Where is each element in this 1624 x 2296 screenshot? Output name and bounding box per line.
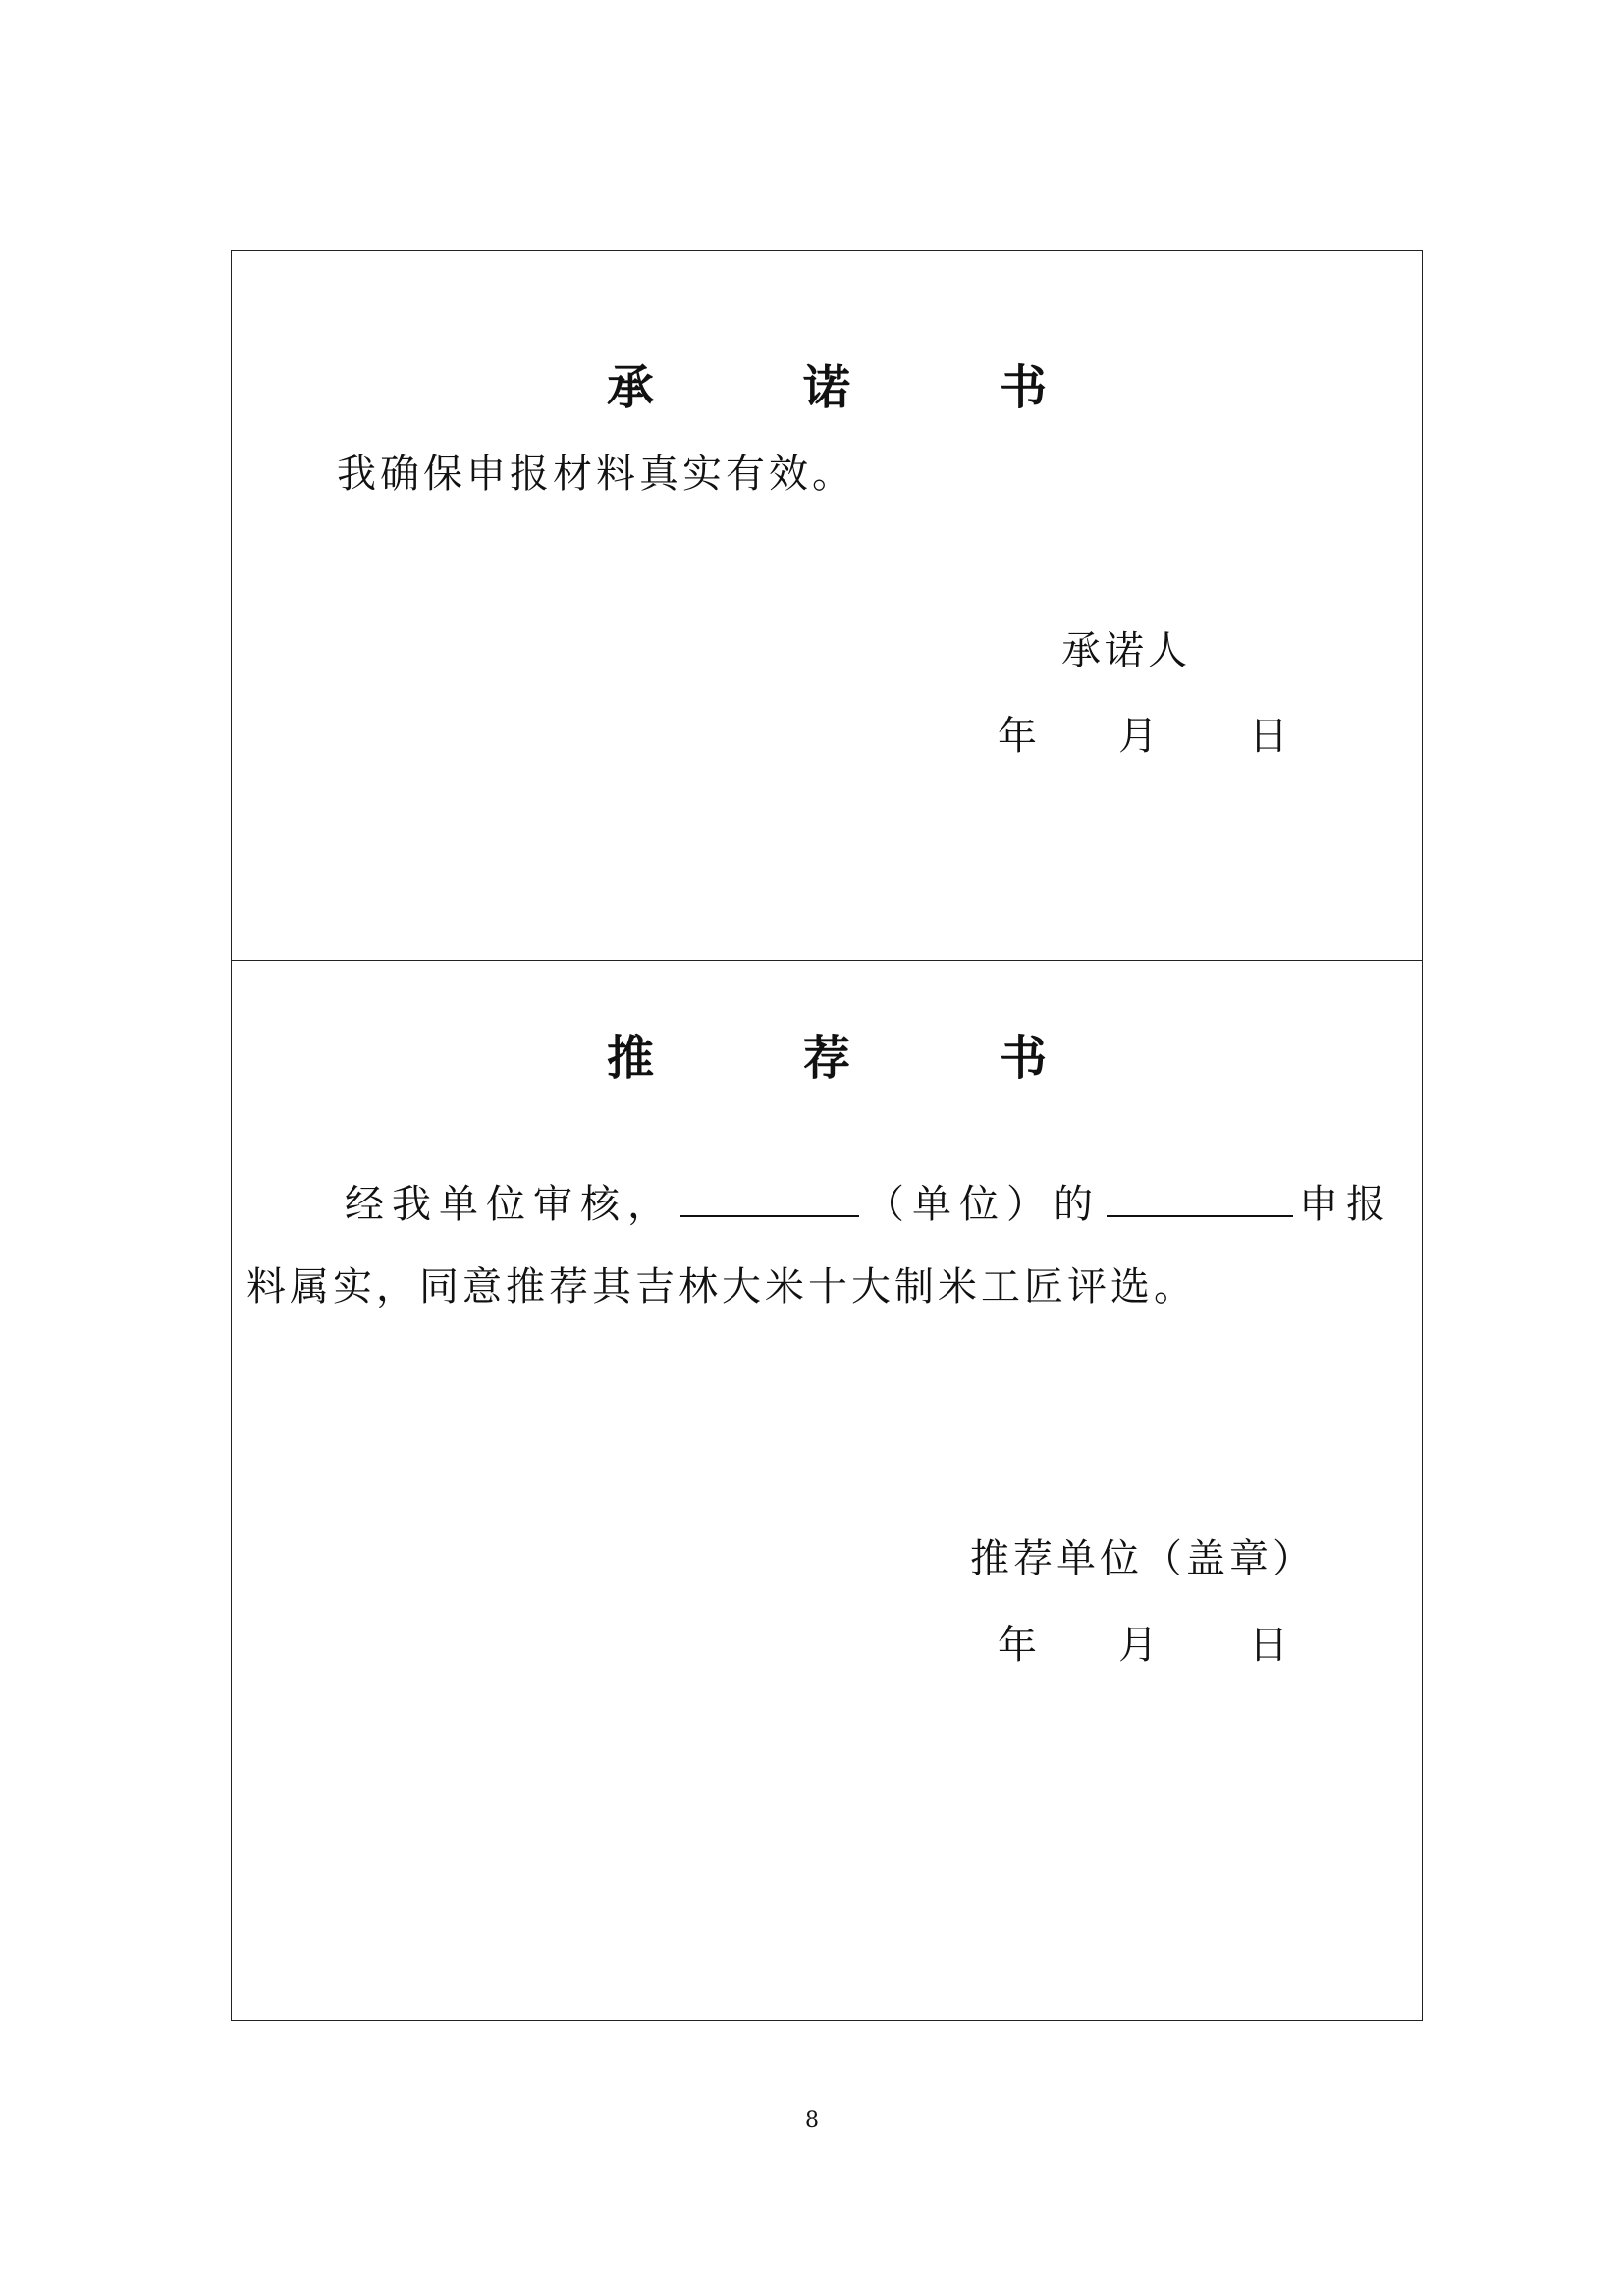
recommend-line-1 <box>345 1173 1393 1229</box>
promise-statement: 我确保申报材料真实有效。 <box>337 452 855 497</box>
recommend-date-month: 月 <box>1118 1623 1158 1668</box>
recommend-line-1-prefix: 经我单位审核， <box>345 1182 675 1227</box>
recommend-date-row <box>998 1614 1312 1668</box>
promise-section <box>232 251 1422 961</box>
promise-date-row <box>998 705 1312 759</box>
page-number: 8 <box>805 2109 819 2133</box>
recommend-unit-blank[interactable] <box>680 1176 859 1217</box>
recommend-date-day: 日 <box>1249 1623 1288 1668</box>
recommend-line-2: 料属实，同意推荐其吉林大米十大制米工匠评选。 <box>246 1264 1197 1309</box>
recommend-name-blank[interactable] <box>1107 1176 1293 1217</box>
promise-signer-label: 承诺人 <box>1061 628 1191 673</box>
promise-date-day: 日 <box>1249 714 1288 759</box>
promise-date-month: 月 <box>1118 714 1158 759</box>
recommend-section <box>232 961 1422 2020</box>
recommend-line-1-middle: （单位）的 <box>865 1182 1101 1227</box>
form-table <box>231 250 1423 2021</box>
promise-date-year: 年 <box>998 714 1037 759</box>
recommend-unit-label: 推荐单位（盖章） <box>970 1536 1316 1581</box>
recommend-title: 推 荐 书 <box>606 1031 1098 1086</box>
recommend-date-year: 年 <box>998 1623 1037 1668</box>
promise-title: 承 诺 书 <box>606 360 1098 415</box>
recommend-line-1-suffix: 申报 <box>1299 1182 1393 1227</box>
